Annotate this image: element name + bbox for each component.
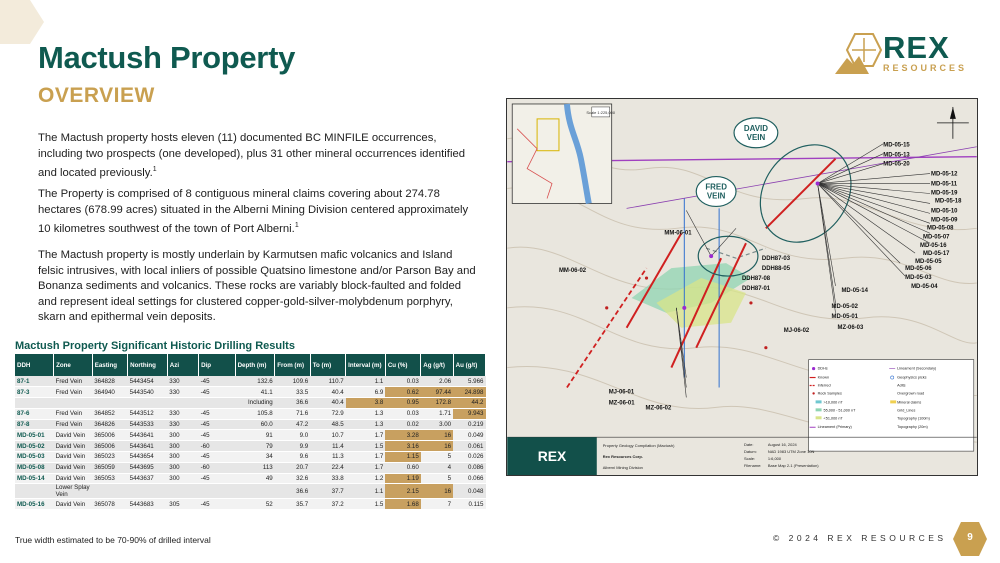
table-cell [199, 484, 236, 499]
table-cell: 105.8 [235, 408, 275, 419]
table-cell: -45 [199, 452, 236, 463]
table-cell: 87-8 [15, 419, 54, 430]
table-cell: 365006 [92, 430, 127, 441]
corner-hexagon-decoration [0, 0, 44, 44]
table-cell [235, 484, 275, 499]
table-cell: 0.061 [453, 441, 485, 452]
table-row [15, 387, 486, 398]
header-ddh: DDH [15, 354, 54, 376]
table-cell: 0.049 [453, 430, 485, 441]
table-cell: 5 [421, 473, 453, 484]
table-cell: 5 [421, 452, 453, 463]
table-cell: 3.00 [421, 419, 453, 430]
table-cell: 0.03 [385, 408, 420, 419]
legend-overgrown-road: Overgrown road [897, 391, 925, 396]
hole-label-mz-06-01: MZ-06-01 [608, 400, 635, 407]
footer-copyright: © 2024 REX RESOURCES [773, 533, 947, 543]
map-title-block-company: Rex Resources Corp. [602, 454, 643, 460]
table-cell: 0.086 [453, 462, 485, 473]
table-cell: 40.4 [310, 398, 345, 409]
table-cell: 72.9 [310, 408, 345, 419]
table-cell: 1.3 [346, 419, 386, 430]
hole-label-ddh87-03: DDH87-03 [761, 256, 791, 263]
table-cell: 16 [421, 484, 453, 499]
table-cell: -45 [199, 430, 236, 441]
table-cell: David Vein [54, 430, 93, 441]
table-cell: 22.4 [310, 462, 345, 473]
table-cell: 1.7 [346, 430, 386, 441]
table-row [15, 484, 486, 499]
paragraph-claims: The Property is comprised of 8 contiguous mineral claims covering about 274.78 hectares (678.99 acres) situated in the Alberni Mining Division centered approximately 10 kilometres southwest of the town of Port Alberni.$^1$ [38, 188, 469, 235]
table-cell [128, 484, 168, 499]
table-cell: MD-05-03 [15, 452, 54, 463]
legend-mineral-claims: Mineral claims [897, 400, 922, 405]
table-cell: 1.7 [346, 452, 386, 463]
hole-label-md-05-18: MD-05-18 [934, 198, 962, 205]
header-au: Au (g/t) [453, 354, 485, 376]
table-cell: Lower Splay Vein [54, 484, 93, 499]
table-cell: 60.0 [235, 419, 275, 430]
table-cell: 3.16 [385, 441, 420, 452]
table-cell: -45 [199, 419, 236, 430]
header-ag: Ag (g/t) [421, 354, 453, 376]
legend-known: Known [817, 375, 830, 380]
legend-mag-mid: 55,000 - 51,000 nT [823, 408, 856, 413]
table-cell: 305 [167, 499, 198, 510]
table-cell: -60 [199, 462, 236, 473]
table-cell: 1.68 [385, 499, 420, 510]
inset-scale-label: Scale 1:225,000 [586, 109, 616, 115]
table-cell: -45 [199, 408, 236, 419]
table-cell: MD-05-16 [15, 499, 54, 510]
table-cell: David Vein [54, 499, 93, 510]
table-cell: 1.2 [346, 473, 386, 484]
table-cell: 11.4 [310, 441, 345, 452]
legend-grid-lines: Grid_Lines [897, 408, 916, 413]
table-row [15, 452, 486, 463]
table-cell: MD-05-02 [15, 441, 54, 452]
hole-label-md-05-08: MD-05-08 [927, 225, 954, 232]
hole-label-md-05-03: MD-05-03 [905, 275, 932, 282]
table-cell: -45 [199, 473, 236, 484]
legend-mag-high: >10,000 nT [823, 400, 843, 405]
hole-label-md-05-02: MD-05-02 [831, 303, 858, 310]
table-cell: Fred Vein [54, 419, 93, 430]
table-cell: 5443533 [128, 419, 168, 430]
table-cell: 365023 [92, 452, 127, 463]
table-cell: 9.943 [453, 408, 485, 419]
table-cell: 1.71 [421, 408, 453, 419]
table-cell: 330 [167, 376, 198, 387]
table-cell: 1.15 [385, 452, 420, 463]
legend-topo-100: Topography (100m) [897, 416, 930, 421]
table-cell: 87-3 [15, 387, 54, 398]
table-cell: David Vein [54, 462, 93, 473]
header-from: From (m) [275, 354, 310, 376]
table-cell: 1.7 [346, 462, 386, 473]
table-body [15, 376, 486, 510]
table-cell: 109.6 [275, 376, 310, 387]
table-cell: 5443695 [128, 462, 168, 473]
table-cell: 9.6 [275, 452, 310, 463]
page-number: 9 [967, 532, 973, 543]
table-cell: 300 [167, 473, 198, 484]
header-zone: Zone [54, 354, 93, 376]
table-cell: David Vein [54, 441, 93, 452]
table-title: Mactush Property Significant Historic Drilling Results [15, 340, 295, 352]
table-cell: 5443637 [128, 473, 168, 484]
table-cell: 1.1 [346, 484, 386, 499]
table-cell: -45 [199, 376, 236, 387]
table-cell: 40.4 [310, 387, 345, 398]
table-cell: 113 [235, 462, 275, 473]
table-cell: 52 [235, 499, 275, 510]
legend-mag-low: <51,000 nT [823, 416, 843, 421]
table-cell: -45 [199, 499, 236, 510]
hole-label-md-05-04: MD-05-04 [911, 283, 938, 290]
table-cell: 5443540 [128, 387, 168, 398]
table-cell: 48.5 [310, 419, 345, 430]
table-cell: 6.9 [346, 387, 386, 398]
table-cell: 36.6 [275, 398, 310, 409]
header-dip: Dip [199, 354, 236, 376]
table-cell: 9.9 [275, 441, 310, 452]
table-cell: 300 [167, 462, 198, 473]
table-cell: 7 [421, 499, 453, 510]
legend-inferred: Inferred [817, 383, 831, 388]
header-northing: Northing [128, 354, 168, 376]
table-row [15, 441, 486, 452]
table-cell: 110.7 [310, 376, 345, 387]
vein-label-fred: FRED VEIN [705, 182, 727, 201]
table-row [15, 376, 486, 387]
paragraph-occurrences: The Mactush property hosts eleven (11) documented BC MINFILE occurrences, including two prospects (one developed), plus 31 other mineral occurrences identified and located previously.$^1$ [38, 132, 466, 179]
table-cell: 33.5 [275, 387, 310, 398]
header-depth: Depth (m) [235, 354, 275, 376]
hole-label-mj-06-02: MJ-06-02 [783, 327, 810, 334]
table-cell: 0.066 [453, 473, 485, 484]
table-cell: 300 [167, 452, 198, 463]
table-row [15, 473, 486, 484]
table-cell: 87-6 [15, 408, 54, 419]
table-cell: 1.5 [346, 441, 386, 452]
hole-label-md-05-12: MD-05-12 [930, 171, 958, 178]
table-cell: 79 [235, 441, 275, 452]
header-azi: Azi [167, 354, 198, 376]
table-cell: 5443683 [128, 499, 168, 510]
legend-adits: Adits [897, 383, 906, 388]
page-subtitle: OVERVIEW [38, 84, 155, 107]
table-footnote: True width estimated to be 70-90% of drilled interval [15, 535, 211, 545]
table-cell: 49 [235, 473, 275, 484]
table-cell: Fred Vein [54, 387, 93, 398]
property-geology-map [506, 98, 978, 476]
map-date: August 16, 2024 [767, 442, 797, 448]
table-cell: 16 [421, 430, 453, 441]
legend-lineament-primary: Lineament (Primary) [817, 425, 852, 430]
table-cell: 330 [167, 408, 198, 419]
table-cell: 41.1 [235, 387, 275, 398]
table-cell: 0.95 [385, 398, 420, 409]
table-cell: 0.02 [385, 419, 420, 430]
table-cell: 330 [167, 387, 198, 398]
legend-rock-samples: Rock Samples [817, 391, 842, 396]
table-cell: 3.28 [385, 430, 420, 441]
map-scale-label: Scale: [743, 456, 756, 462]
hole-label-ddh87-08: DDH87-08 [742, 276, 771, 283]
table-cell [199, 398, 236, 409]
table-cell: 34 [235, 452, 275, 463]
table-cell: 2.15 [385, 484, 420, 499]
table-cell: 0.219 [453, 419, 485, 430]
table-cell: 0.048 [453, 484, 485, 499]
table-cell: 0.026 [453, 452, 485, 463]
table-cell [92, 484, 127, 499]
table-cell: MD-05-01 [15, 430, 54, 441]
table-cell: 35.7 [275, 499, 310, 510]
table-cell [15, 398, 54, 409]
table-cell: David Vein [54, 452, 93, 463]
table-cell: 44.2 [453, 398, 485, 409]
table-cell: 364828 [92, 376, 127, 387]
map-title-block-logo: REX [537, 448, 567, 465]
table-cell: 5443512 [128, 408, 168, 419]
table-cell: 300 [167, 430, 198, 441]
logo-tagline: RESOURCES [883, 63, 968, 73]
table-cell: 47.2 [275, 419, 310, 430]
legend-lineament-secondary: Lineament (Secondary) [897, 366, 937, 371]
table-cell: 0.62 [385, 387, 420, 398]
table-cell: 87-1 [15, 376, 54, 387]
hole-label-md-05-13: MD-05-13 [883, 152, 910, 159]
table-row [15, 430, 486, 441]
table-cell [128, 398, 168, 409]
table-cell: -45 [199, 387, 236, 398]
table-cell: Fred Vein [54, 376, 93, 387]
table-row [15, 462, 486, 473]
header-cu: Cu (%) [385, 354, 420, 376]
table-cell: 36.6 [275, 484, 310, 499]
hole-label-md-05-05: MD-05-05 [915, 259, 942, 266]
table-cell: David Vein [54, 473, 93, 484]
table-cell: 9.0 [275, 430, 310, 441]
table-cell: 364852 [92, 408, 127, 419]
table-cell: 5443641 [128, 441, 168, 452]
table-cell: 10.7 [310, 430, 345, 441]
table-cell: 2.06 [421, 376, 453, 387]
table-cell: 365059 [92, 462, 127, 473]
table-cell: 364940 [92, 387, 127, 398]
table-cell: 5.966 [453, 376, 485, 387]
table-cell: 0.03 [385, 376, 420, 387]
hole-label-ddh87-01: DDH87-01 [742, 285, 771, 292]
table-cell: 365006 [92, 441, 127, 452]
map-datum: NAD 1983 UTM Zone 10N [767, 449, 815, 455]
hole-label-md-05-20: MD-05-20 [883, 161, 910, 168]
table-cell: 365078 [92, 499, 127, 510]
legend-geophysics-picks: Geophysics picks [897, 375, 927, 380]
table-cell: 1.1 [346, 376, 386, 387]
hole-label-md-05-15: MD-05-15 [883, 142, 910, 149]
table-cell: 33.8 [310, 473, 345, 484]
hole-label-md-05-09: MD-05-09 [930, 217, 958, 224]
table-cell: 97.44 [421, 387, 453, 398]
map-date-label: Date: [743, 442, 754, 448]
hole-label-md-05-01: MD-05-01 [831, 313, 858, 320]
map-title-block-title: Property Geology Compilation (Mactush) [602, 443, 675, 449]
table-cell: 0.60 [385, 462, 420, 473]
logo-wordmark: REX [883, 30, 950, 65]
table-cell: 11.3 [310, 452, 345, 463]
table-cell: 172.8 [421, 398, 453, 409]
table-cell: Including [235, 398, 275, 409]
table-cell: 1.5 [346, 499, 386, 510]
map-file: Base Map 2-1 (Presentation) [767, 463, 819, 469]
table-cell: 364826 [92, 419, 127, 430]
legend-topo-20: Topography (20m) [897, 425, 928, 430]
hole-label-md-05-11: MD-05-11 [930, 181, 958, 188]
hole-label-md-05-06: MD-05-06 [905, 266, 932, 273]
hole-label-mz-06-02: MZ-06-02 [645, 405, 672, 412]
hole-label-md-05-07: MD-05-07 [923, 234, 950, 241]
table-cell: 4 [421, 462, 453, 473]
table-cell: 16 [421, 441, 453, 452]
table-cell: 330 [167, 419, 198, 430]
legend-ddhs: DDHs [817, 366, 828, 371]
hole-label-md-05-10: MD-05-10 [930, 208, 958, 215]
table-cell [167, 484, 198, 499]
table-row [15, 419, 486, 430]
hole-label-mj-06-01: MJ-06-01 [608, 389, 635, 396]
map-title-block-division: Alberni Mining Division [602, 465, 643, 471]
table-cell: 91 [235, 430, 275, 441]
table-cell: 5443641 [128, 430, 168, 441]
table-cell [167, 398, 198, 409]
table-cell: 3.8 [346, 398, 386, 409]
table-cell: -60 [199, 441, 236, 452]
table-cell [15, 484, 54, 499]
table-row [15, 408, 486, 419]
table-cell: 300 [167, 441, 198, 452]
hole-label-ddh88-05: DDH88-05 [761, 266, 791, 273]
table-cell: 1.19 [385, 473, 420, 484]
table-cell: 71.6 [275, 408, 310, 419]
hole-label-mz-06-03: MZ-06-03 [837, 324, 864, 331]
table-cell: 5443654 [128, 452, 168, 463]
table-cell: 0.115 [453, 499, 485, 510]
hole-label-md-05-19: MD-05-19 [930, 190, 958, 197]
hole-label-mm-06-01: MM-06-01 [664, 230, 692, 237]
map-scale: 1:6,000 [767, 456, 782, 462]
paragraph-geology: The Mactush property is mostly underlain by Karmutsen mafic volcanics and Island felsic intrusives, with local inliers of possible Quatsino limestone and/or Parson Bay and Bonanza sediments and volcanics. These rocks are variably block-faulted and folded and represent ideal settings for clustered copper-gold-silver-molybdenum porphyry, skarn and epithermal vein deposits. [38, 249, 476, 324]
table-cell [54, 398, 93, 409]
hole-label-md-05-16: MD-05-16 [920, 243, 947, 250]
table-cell: MD-05-08 [15, 462, 54, 473]
table-cell: 20.7 [275, 462, 310, 473]
table-cell: 37.2 [310, 499, 345, 510]
table-cell: MD-05-14 [15, 473, 54, 484]
table-cell: 365053 [92, 473, 127, 484]
page-title: Mactush Property [38, 40, 296, 75]
table-cell: Fred Vein [54, 408, 93, 419]
hole-label-mm-06-02: MM-06-02 [558, 268, 587, 275]
table-cell: 5443454 [128, 376, 168, 387]
table-cell: 32.6 [275, 473, 310, 484]
header-to: To (m) [310, 354, 345, 376]
table-row [15, 398, 486, 409]
vein-label-david: DAVID VEIN [743, 123, 768, 142]
header-easting: Easting [92, 354, 127, 376]
header-interval: Interval (m) [346, 354, 386, 376]
drilling-results-table [15, 354, 486, 510]
map-datum-label: Datum: [743, 449, 757, 455]
table-row [15, 499, 486, 510]
table-cell: 132.6 [235, 376, 275, 387]
map-file-label: Filename: [743, 463, 762, 469]
table-header-row [15, 354, 486, 376]
table-cell: 37.7 [310, 484, 345, 499]
hole-label-md-05-14: MD-05-14 [841, 287, 868, 294]
table-cell: 1.3 [346, 408, 386, 419]
table-cell: 24.898 [453, 387, 485, 398]
hole-label-md-05-17: MD-05-17 [923, 251, 950, 258]
table-cell [92, 398, 127, 409]
